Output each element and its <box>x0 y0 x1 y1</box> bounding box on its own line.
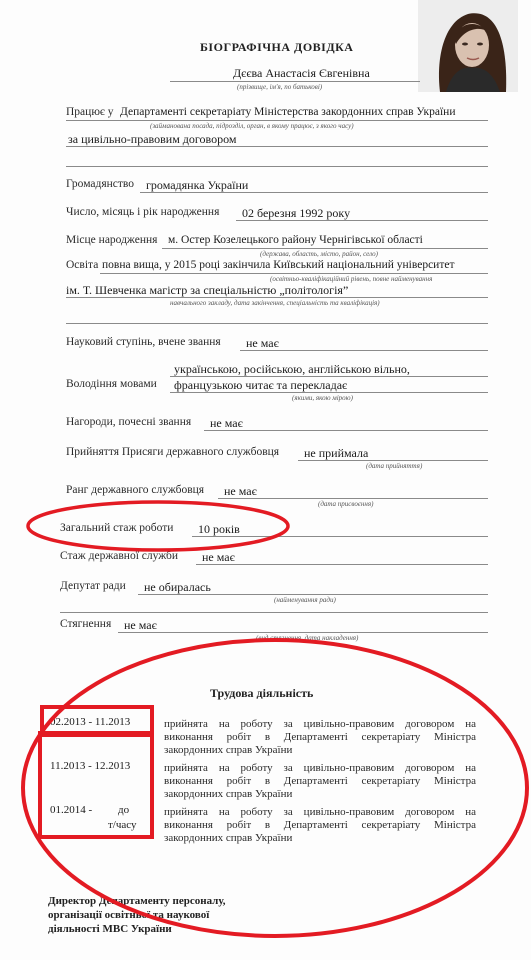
period-3c: т/часу <box>108 819 137 831</box>
languages-value-2: французькою читає та перекладає <box>174 378 348 392</box>
work-entry-2: прийнята на роботу за цивільно-правовим договором на виконання робіт в Департаменті секретаріату Міністра закордонних справ України <box>164 762 476 800</box>
education-hint-2: навчального закладу, дата закінчення, спеціальність та кваліфікація) <box>170 299 380 307</box>
work-history-title: Трудова діяльність <box>210 686 314 700</box>
awards-value: не має <box>210 416 243 430</box>
full-name: Дєєва Анастасія Євгенівна <box>233 66 370 80</box>
footer-line-1: Директор Департаменту персоналу, <box>48 895 226 907</box>
civil-service-value: не має <box>202 550 235 564</box>
birthplace-hint: (держава, область, місто, район, село) <box>260 250 379 258</box>
portrait-photo <box>418 0 518 92</box>
penalty-label: Стягнення <box>60 618 112 630</box>
penalty-value: не має <box>124 618 157 632</box>
birth-value: 02 березня 1992 року <box>242 206 351 220</box>
education-label: Освіта <box>66 259 99 271</box>
footer-line-2: організації освітньої та наукової <box>48 909 210 921</box>
education-value: повна вища, у 2015 році закінчила Київський національний університет <box>102 259 455 271</box>
work-value: Департаменті секретаріату Міністерства закордонних справ України <box>120 106 456 118</box>
period-3b: до <box>118 804 130 816</box>
degree-label: Науковий ступінь, вчене звання <box>66 336 221 348</box>
civil-service-label: Стаж державної служби <box>60 550 179 562</box>
deputy-value: не обиралась <box>144 580 211 594</box>
oath-hint: (дата прийняття) <box>366 462 423 470</box>
period-3a: 01.2014 - <box>50 804 93 816</box>
rank-hint: (дата присвоєння) <box>318 500 374 508</box>
experience-label: Загальний стаж роботи <box>60 522 174 534</box>
period-2: 11.2013 - 12.2013 <box>50 760 131 772</box>
birthplace-value: м. Остер Козелецького району Чернігівської області <box>168 234 423 246</box>
work-entry-1: прийнята на роботу за цивільно-правовим договором на виконання робіт в Департаменті секретаріату Міністра закордонних справ України <box>164 718 476 756</box>
work-entry-3: прийнята на роботу за цивільно-правовим договором на виконання робіт в Департаменті секретаріату Міністра закордонних справ України <box>164 806 476 844</box>
period-1: 02.2013 - 11.2013 <box>50 716 131 728</box>
penalty-hint: (вид стягнення, дата накладення) <box>256 634 359 642</box>
deputy-label: Депутат ради <box>60 580 126 592</box>
birth-label: Число, місяць і рік народження <box>66 206 220 218</box>
citizenship-value: громадянка України <box>146 178 249 192</box>
citizenship-label: Громадянство <box>66 178 135 190</box>
awards-label: Нагороди, почесні звання <box>66 416 192 428</box>
work-value-2: за цивільно-правовим договором <box>68 132 237 146</box>
document-title: БІОГРАФІЧНА ДОВІДКА <box>200 40 354 54</box>
oath-value: не приймала <box>304 446 369 460</box>
education-hint: (освітньо-кваліфікаційний рівень, повне найменування <box>270 275 433 283</box>
rank-label: Ранг державного службовця <box>66 484 205 496</box>
name-hint: (прізвище, ім'я, по батькові) <box>237 83 323 91</box>
oath-label: Прийняття Присяги державного службовця <box>66 446 280 458</box>
work-hint: (займанована посада, підрозділ, орган, в якому працює, з якого часу) <box>150 122 354 130</box>
deputy-hint: (найменування ради) <box>274 596 336 604</box>
languages-value-1: українською, російською, англійською вільно, <box>174 362 410 376</box>
birthplace-label: Місце народження <box>66 234 158 246</box>
work-label: Працює у <box>66 106 114 118</box>
degree-value: не має <box>246 336 279 350</box>
education-value-2: ім. Т. Шевченка магістр за спеціальністю „політологія” <box>66 283 349 297</box>
languages-hint: (якими, якою мірою) <box>292 394 353 402</box>
rank-value: не має <box>224 484 257 498</box>
experience-value: 10 років <box>198 522 240 536</box>
languages-label: Володіння мовами <box>66 378 157 390</box>
footer-line-3: діяльності МВС України <box>48 923 172 935</box>
